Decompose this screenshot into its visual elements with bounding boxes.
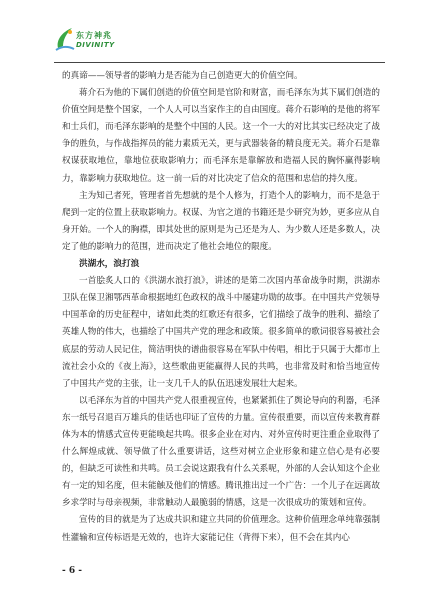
section-heading: 洪湖水，浪打浪	[79, 259, 140, 270]
paragraph: 主为知己者死，管理者首先想就的是个人修为，打造个人的影响力，而不是急于爬到一定的位置上获取影响力。权谋、为官之道的书籍还是少研究为妙，更多应从自身开始。一个人的胸襟，即其处世的原则是为己还是为人、为少数人还是多数人，决定了他的影响力的范围，进而决定了他社会地位的限度。	[62, 190, 380, 252]
paragraph: 一首脍炙人口的《洪湖水浪打浪》，讲述的是第二次国内革命战争时期，洪湖赤卫队在保卫湘鄂西革命根据地红色政权的战斗中屡建功勋的故事。在中国共产党领导中国革命的历史征程中，诸如此类的红歌还有很多，它们描绘了战争的胜利、描绘了英雄人物的伟大，也描绘了中国共产党的理念和政策。很多简单的歌词很容易被社会底层的劳动人民记住，简洁明快的谱曲很容易在军队中传唱，相比于只属于大都市上流社会小众的《夜上海》，这些歌曲更能赢得人民的共鸣，也非常及时和恰当地宣传了中国共产党的主张，让一支几千人的队伍迅速发展壮大起来。	[62, 276, 380, 389]
logo-swoosh-icon	[54, 24, 76, 54]
document-body	[62, 68, 380, 547]
header-divider	[54, 62, 385, 63]
company-logo	[54, 24, 134, 58]
page-header	[0, 0, 424, 66]
paragraph: 蒋介石为他的下属们创造的价值空间是官阶和财富，而毛泽东为其下属们创造的价值空间是整个国家，一个人人可以当家作主的自由国度。蒋介石影响的是他的将军和士兵们，而毛泽东影响的是整个中国的人民。这一个一大的对比其实已经决定了战争的胜负，与作战指挥员的能力素质无关，更与武器装备的精良度无关。蒋介石是靠权谋获取地位，靠地位获取影响力；而毛泽东是靠解放和造福人民的胸怀赢得影响力，靠影响力获取地位。这一前一后的对比决定了信众的范围和忠信的持久度。	[62, 88, 380, 184]
page-number: - 6 -	[62, 566, 82, 576]
paragraph: 以毛泽东为首的中国共产党人很重视宣传，也紧紧抓住了舆论导向的利器，毛泽东一纸号召退百万雄兵的佳话也印证了宣传的力量。宣传很重要，而以宣传来教育群体为本的情感式宣传更能唤起共鸣。很多企业在对内、对外宣传时更注重企业取得了什么辉煌成就、领导做了什么重要讲话，这些对树立企业形象和建立信心是有必要的，但缺乏可读性和共鸣。员工会说这跟我有什么关系呢，外部的人会认知这个企业有一定的知名度，但未能触及他们的情感。腾讯推出过一个广告：一个儿子在远离故乡求学时与母亲视频，非常触动人最脆弱的情感，这是一次很成功的策划和宣传。	[62, 395, 380, 509]
paragraph: 的真谛——领导者的影响力是否能为自己创造更大的价值空间。	[62, 71, 303, 81]
logo-english-text: DIVINITY	[76, 41, 115, 49]
paragraph: 宣传的目的就是为了达成共识和建立共同的价值理念。这种价值理念单纯靠强制性灌输和宣传标语是无效的，也许大家能记住（背得下来），但不会在其内心	[62, 515, 380, 543]
logo-chinese-text: 东方神兆	[76, 31, 112, 40]
